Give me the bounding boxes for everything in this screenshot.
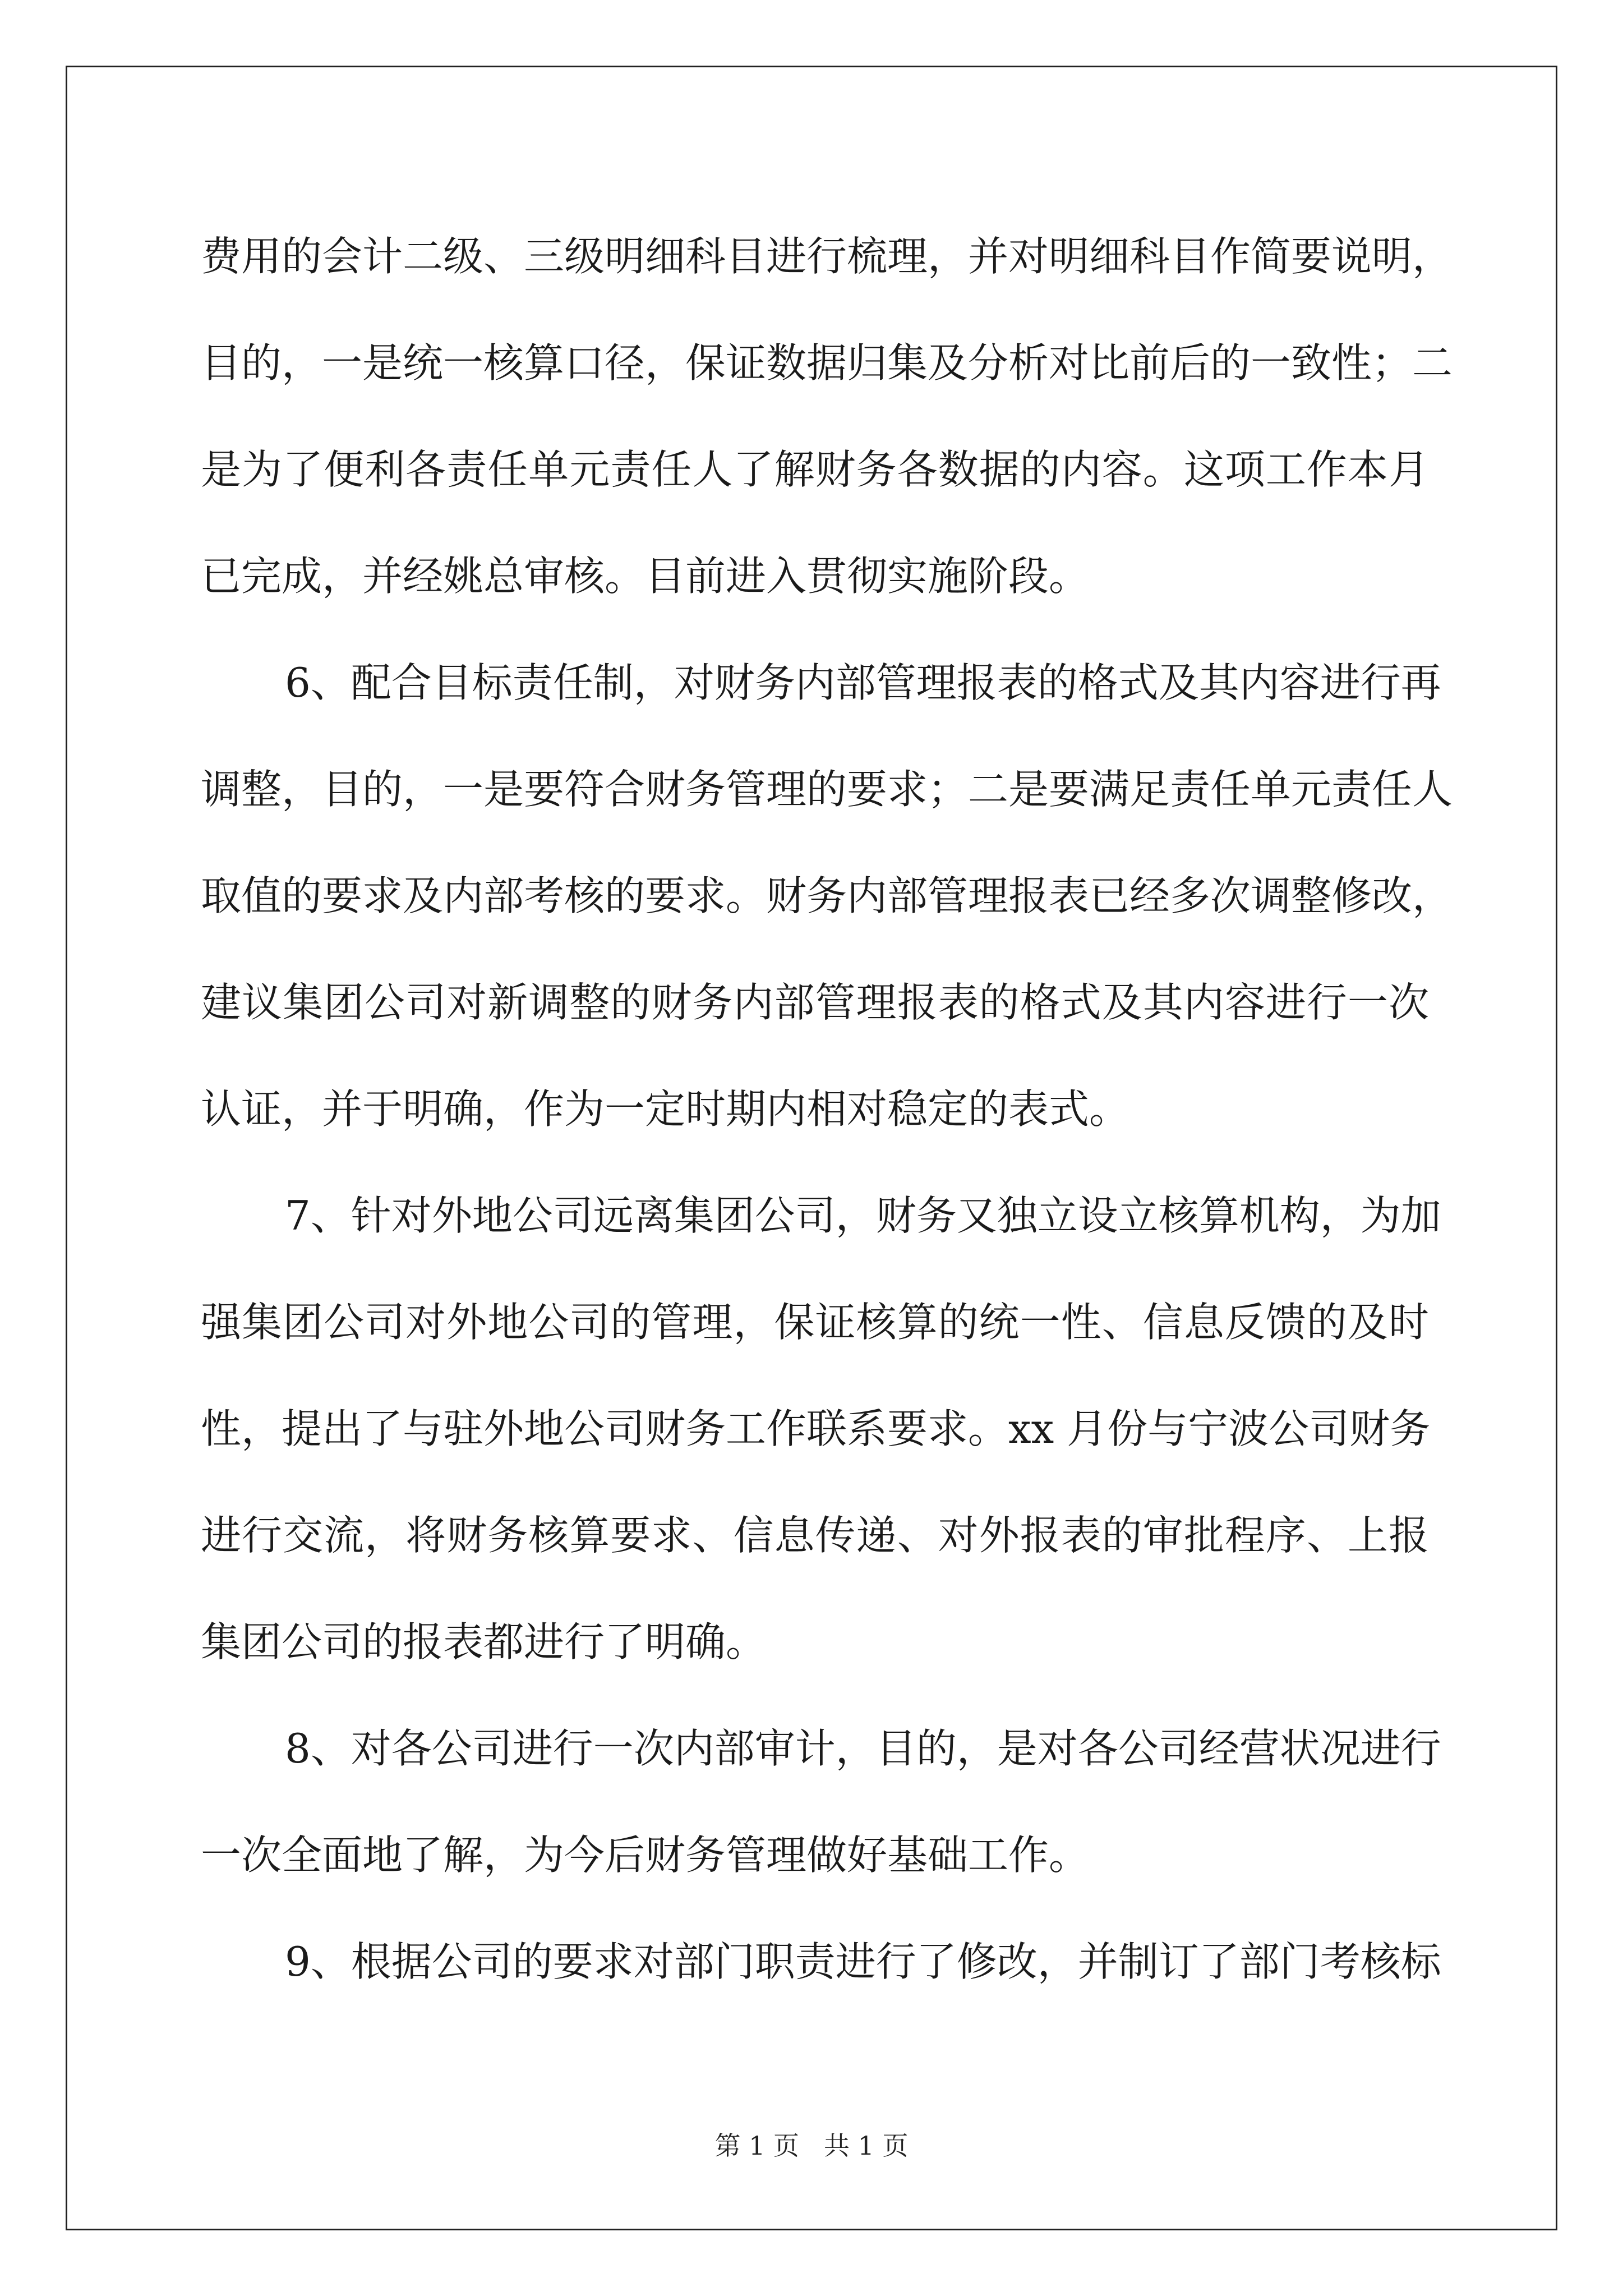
paragraph-start-line: 7、针对外地公司远离集团公司，财务又独立设立核算机构，为加	[285, 1192, 1441, 1239]
text-line: 目的，一是统一核算口径，保证数据归集及分析对比前后的一致性；二	[201, 339, 1453, 386]
page-footer	[0, 2129, 1623, 2162]
paragraph-start-line: 8、对各公司进行一次内部审计，目的，是对各公司经营状况进行	[285, 1725, 1441, 1772]
text-line: 性，提出了与驻外地公司财务工作联系要求。xx 月份与宁波公司财务	[201, 1405, 1431, 1452]
text-line: 强集团公司对外地公司的管理，保证核算的统一性、信息反馈的及时	[201, 1299, 1429, 1346]
page-number: 第 1 页	[714, 2131, 800, 2161]
text-line: 建议集团公司对新调整的财务内部管理报表的格式及其内容进行一次	[201, 979, 1429, 1026]
text-line: 一次全面地了解，为今后财务管理做好基础工作。	[201, 1832, 1090, 1879]
text-line: 集团公司的报表都进行了明确。	[201, 1618, 767, 1665]
page-total: 共 1 页	[823, 2131, 909, 2161]
text-line: 取值的要求及内部考核的要求。财务内部管理报表已经多次调整修改，	[201, 872, 1453, 919]
text-line: 费用的会计二级、三级明细科目进行梳理，并对明细科目作简要说明，	[201, 233, 1453, 280]
document-body	[201, 203, 1453, 2015]
text-line: 已完成，并经姚总审核。目前进入贯彻实施阶段。	[201, 553, 1090, 600]
text-line: 进行交流，将财务核算要求、信息传递、对外报表的审批程序、上报	[201, 1512, 1429, 1559]
text-line: 调整，目的，一是要符合财务管理的要求；二是要满足责任单元责任人	[201, 766, 1453, 813]
text-line: 认证，并于明确，作为一定时期内相对稳定的表式。	[201, 1085, 1130, 1133]
paragraph-start-line: 6、配合目标责任制，对财务内部管理报表的格式及其内容进行再	[285, 659, 1441, 706]
text-line: 是为了便利各责任单元责任人了解财务各数据的内容。这项工作本月	[201, 446, 1429, 493]
paragraph-start-line: 9、根据公司的要求对部门职责进行了修改，并制订了部门考核标	[285, 1938, 1441, 1985]
